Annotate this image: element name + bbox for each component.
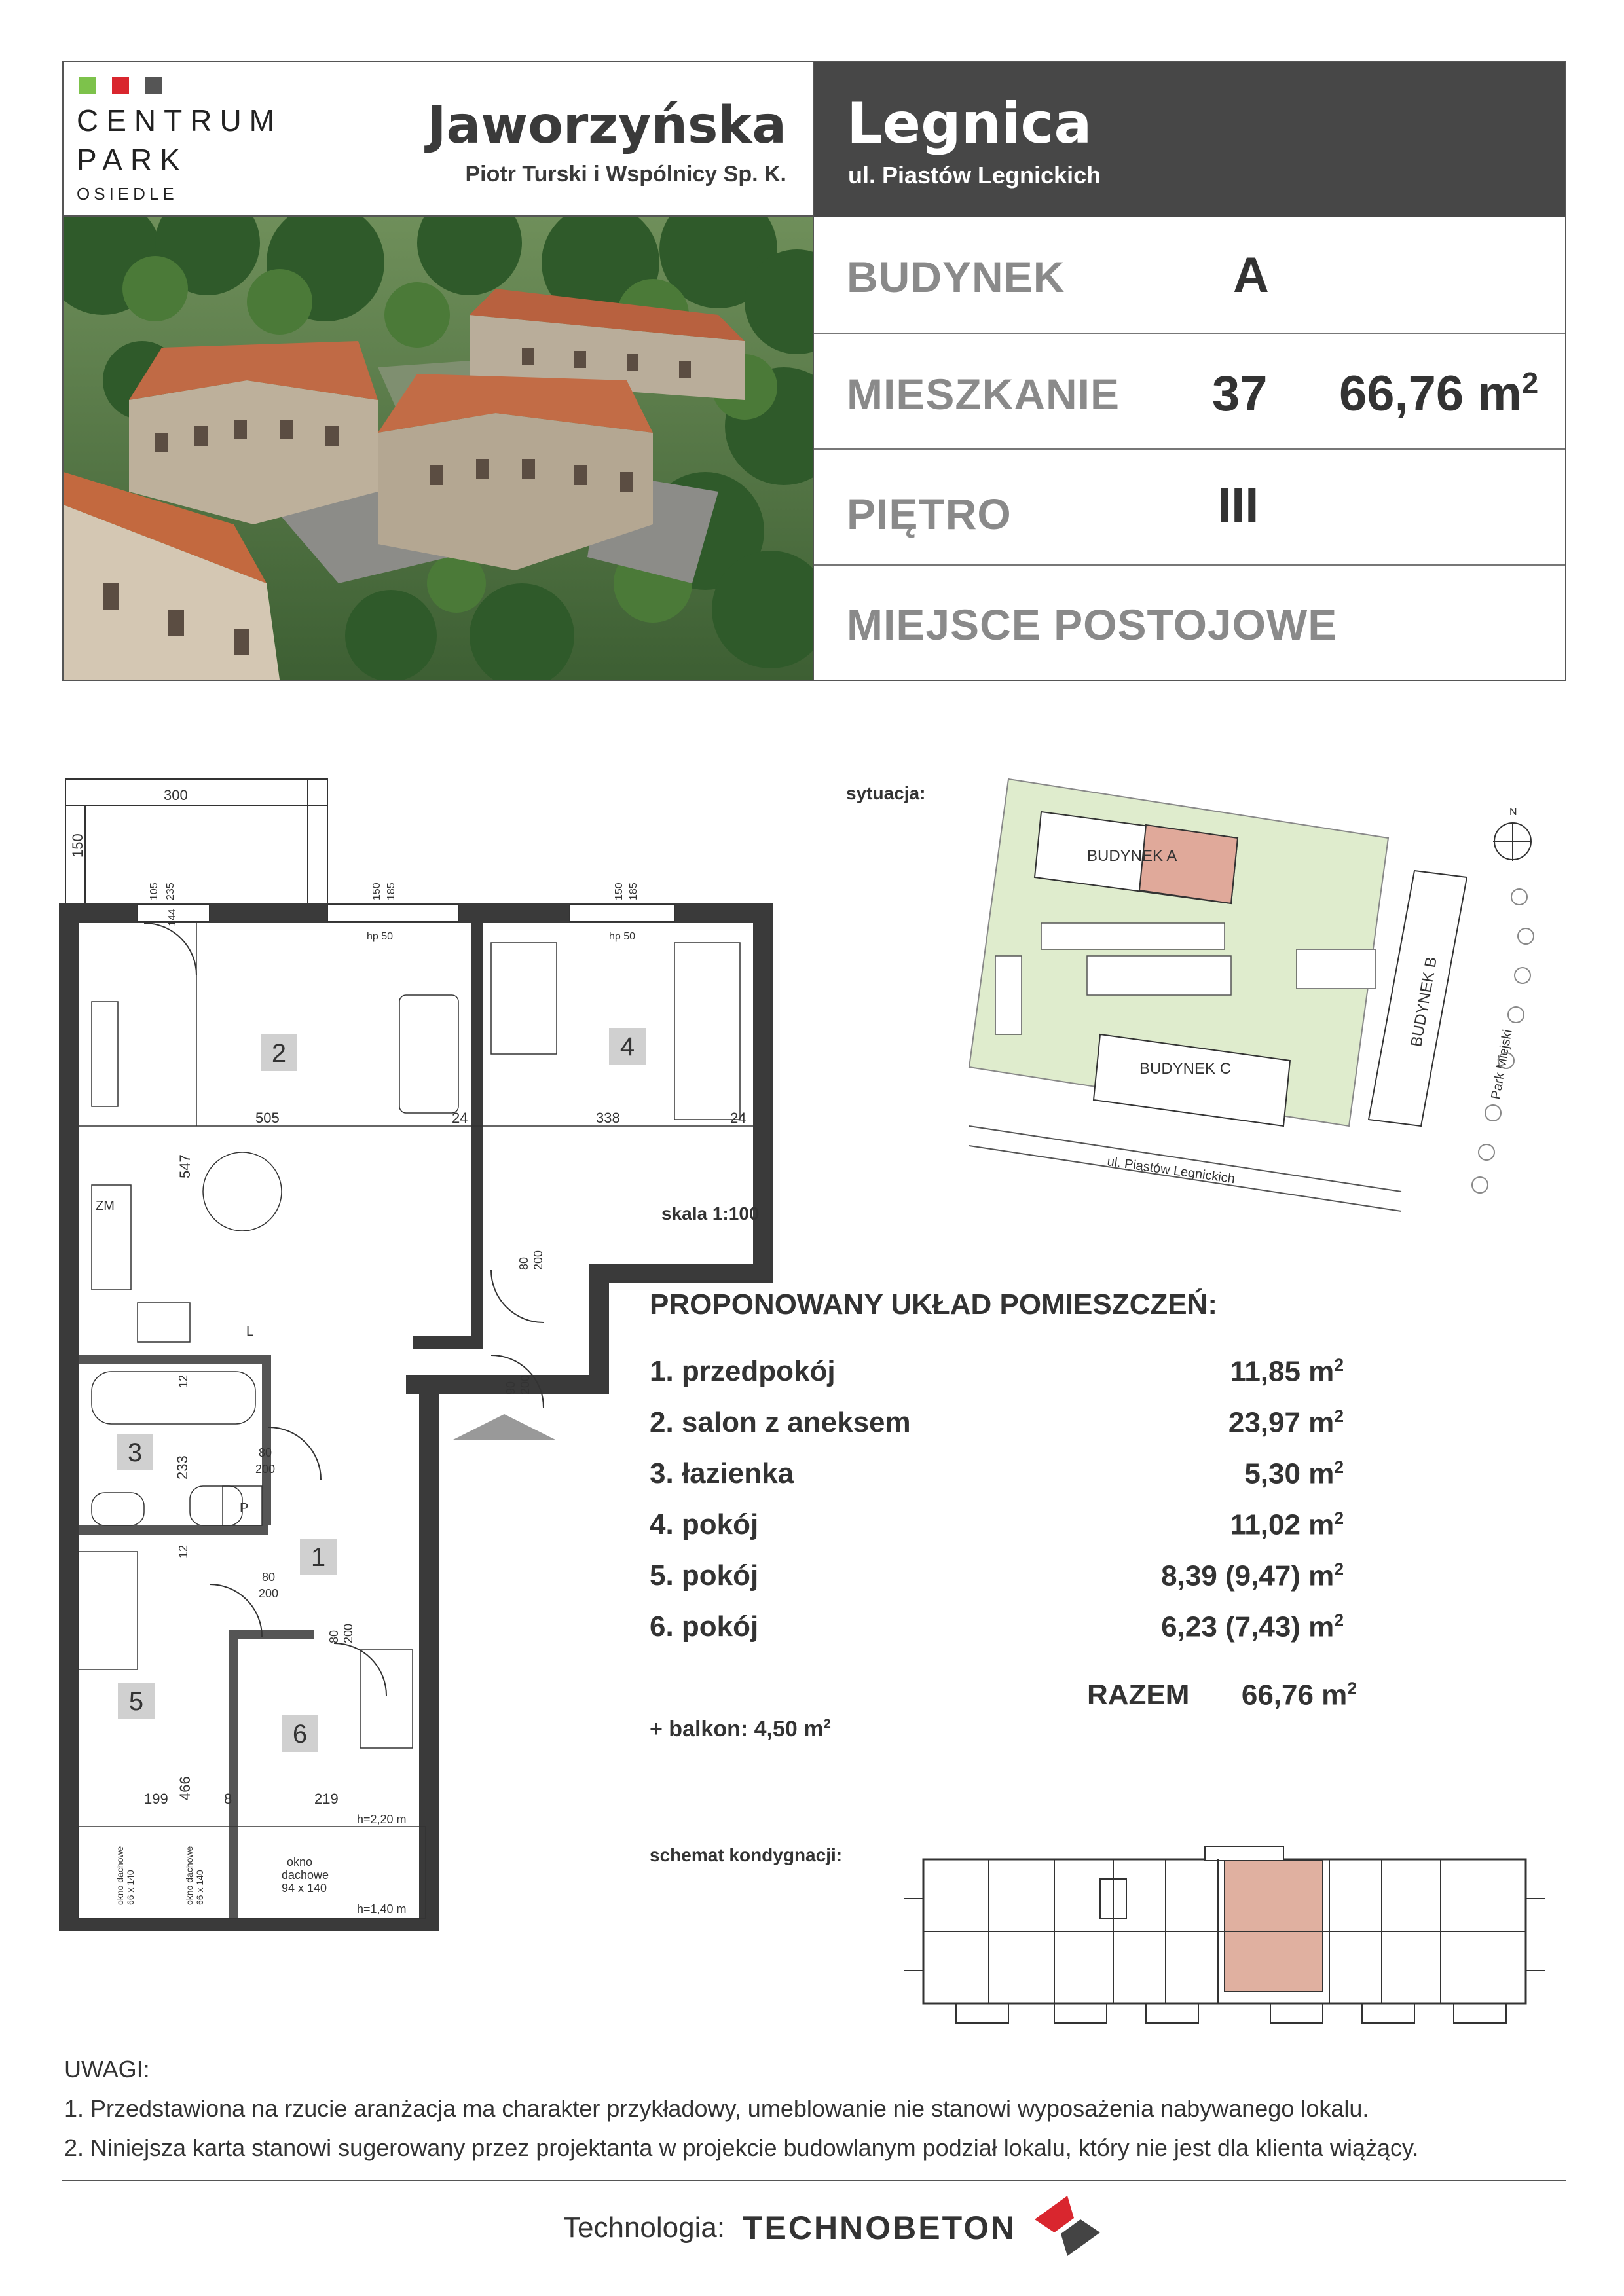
door-90: 90 <box>504 1381 517 1394</box>
room-2-area <box>1228 1406 1344 1440</box>
okno2-line2: 66 x 140 <box>194 1870 205 1905</box>
dim-219: 219 <box>314 1791 339 1807</box>
brand-dot-green <box>79 77 96 94</box>
dim-185-b: 185 <box>628 883 639 900</box>
room-4-area-value: 11,02 m <box>1230 1508 1335 1541</box>
room-5-area <box>1161 1559 1344 1593</box>
room-number-1: 1 <box>310 1543 326 1572</box>
budynek-value: A <box>1233 247 1269 303</box>
room-2-area-value: 23,97 m <box>1228 1406 1335 1439</box>
total-area-value: 66,76 m <box>1241 1679 1348 1711</box>
row-miejsce <box>814 564 1565 680</box>
tech-label: Technologia: <box>563 2212 726 2244</box>
mieszkanie-value: 37 <box>1212 366 1268 422</box>
room-number-6: 6 <box>292 1720 308 1749</box>
dim-24-b: 24 <box>730 1110 747 1126</box>
room-number-4: 4 <box>619 1032 635 1061</box>
label-zm: ZM <box>96 1199 115 1213</box>
site-plan <box>930 759 1545 1257</box>
room-1-name: 1. przedpokój <box>650 1355 836 1387</box>
door-80-b: 80 <box>262 1571 276 1584</box>
total-area <box>1242 1679 1357 1712</box>
dim-144: 144 <box>167 909 178 926</box>
scale-label: skala 1:100 <box>661 1203 760 1224</box>
room-3-name: 3. łazienka <box>650 1457 794 1489</box>
room-1-area-sup: 2 <box>1334 1355 1344 1375</box>
brand-dot-gray <box>145 77 162 94</box>
label-h140: h=1,40 m <box>357 1903 407 1916</box>
room-number-3: 3 <box>127 1438 143 1467</box>
footer-divider <box>62 2180 1566 2181</box>
site-label: sytuacja: <box>846 783 926 803</box>
area-value <box>1339 365 1538 422</box>
site-north: N <box>1509 807 1517 818</box>
total-area-sup: 2 <box>1347 1679 1357 1698</box>
door-200-d: 200 <box>519 1374 532 1394</box>
dim-338: 338 <box>596 1110 620 1126</box>
room-3-area-value: 5,30 m <box>1244 1457 1335 1490</box>
okno3-line3: 94 x 140 <box>282 1882 327 1895</box>
entrance-arrow-icon <box>452 1414 557 1440</box>
project-name: Jaworzyńska <box>427 96 786 155</box>
label-h220: h=2,20 m <box>357 1813 407 1826</box>
row-pietro <box>814 448 1565 564</box>
city-cell <box>814 62 1565 217</box>
balcony-outline <box>65 779 327 903</box>
budynek-label: BUDYNEK <box>847 253 1065 301</box>
dim-199: 199 <box>144 1791 168 1807</box>
dim-300: 300 <box>164 787 188 803</box>
room-number-2: 2 <box>271 1039 287 1068</box>
tech-name: TECHNOBETON <box>743 2210 1017 2246</box>
door-200-c: 200 <box>532 1250 545 1270</box>
site-park: Park Miejski <box>1488 1028 1515 1101</box>
notes-title: UWAGI: <box>64 2056 150 2083</box>
rooms-list <box>650 1355 1357 1643</box>
header-box <box>62 61 1566 681</box>
site-building-c: BUDYNEK C <box>1139 1060 1232 1078</box>
compass-icon <box>1493 822 1532 861</box>
site-building-b: BUDYNEK B <box>1407 955 1441 1049</box>
note-1: 1. Przedstawiona na rzucie aranżacja ma charakter przykładowy, umeblowanie nie stanowi wyposażenia nabywanego lokalu. <box>64 2095 1369 2122</box>
okno2-line1: okno dachowe <box>184 1846 194 1905</box>
door-80-a: 80 <box>259 1446 272 1459</box>
label-l: L <box>246 1324 254 1339</box>
okno3-line1: okno <box>287 1855 313 1868</box>
project-company: Piotr Turski i Wspólnicy Sp. K. <box>465 162 786 187</box>
schema-highlight <box>1225 1861 1323 1992</box>
floor-schema <box>904 1820 1545 2043</box>
brand-line2: PARK <box>77 143 188 177</box>
row-mieszkanie <box>814 333 1565 448</box>
street-name: ul. Piastów Legnickich <box>848 162 1101 189</box>
door-200-b: 200 <box>259 1587 279 1600</box>
brand-line3: OSIEDLE <box>77 184 178 204</box>
room-3-area <box>1244 1457 1344 1491</box>
note-2: 2. Niniejsza karta stanowi sugerowany przez projektanta w projekcie budowlanym podział lokalu, który nie jest dla klienta wiążący. <box>64 2134 1419 2161</box>
balcony-area-value: + balkon: 4,50 m <box>650 1717 824 1741</box>
dim-235: 235 <box>165 883 176 900</box>
door-200-e: 200 <box>342 1623 355 1643</box>
dim-105: 105 <box>149 883 160 900</box>
dim-547: 547 <box>177 1154 193 1178</box>
door-200-a: 200 <box>255 1463 276 1476</box>
room-5-name: 5. pokój <box>650 1559 759 1592</box>
city-name: Legnica <box>847 91 1092 156</box>
brand-line1: CENTRUM <box>77 103 282 137</box>
room-4-area <box>1230 1508 1344 1542</box>
brand-dot-red <box>112 77 129 94</box>
area-number: 66,76 m <box>1339 366 1522 422</box>
hp-left: hp 50 <box>367 931 394 942</box>
site-street: ul. Piastów Legnickich <box>1106 1154 1236 1187</box>
room-6-area <box>1161 1611 1344 1644</box>
okno1-line2: 66 x 140 <box>125 1870 136 1905</box>
row-budynek <box>814 217 1565 333</box>
room-1-area <box>1230 1355 1344 1389</box>
door-80-c: 80 <box>517 1256 530 1270</box>
pietro-value: III <box>1217 478 1259 534</box>
room-6-area-sup: 2 <box>1334 1611 1344 1630</box>
site-building-a: BUDYNEK A <box>1087 847 1177 865</box>
room-2-name: 2. salon z aneksem <box>650 1406 911 1438</box>
hp-right: hp 50 <box>609 931 636 942</box>
room-number-5: 5 <box>128 1687 144 1716</box>
total-label: RAZEM <box>1087 1679 1190 1711</box>
room-6-name: 6. pokój <box>650 1611 759 1643</box>
mieszkanie-label: MIESZKANIE <box>847 370 1120 418</box>
technobeton-logo-icon <box>1028 2193 1107 2259</box>
brand-cell <box>64 62 814 217</box>
aerial-render-image <box>64 217 813 680</box>
pietro-label: PIĘTRO <box>847 490 1012 538</box>
floor-plan <box>59 766 786 1938</box>
room-5-area-sup: 2 <box>1334 1559 1344 1579</box>
dim-466: 466 <box>177 1776 193 1800</box>
balcony-area-sup: 2 <box>823 1717 831 1732</box>
area-sup: 2 <box>1521 366 1539 400</box>
dim-150-b: 150 <box>614 883 625 900</box>
dim-8: 8 <box>224 1791 232 1807</box>
room-4-area-sup: 2 <box>1334 1508 1344 1528</box>
rooms-title: PROPONOWANY UKŁAD POMIESZCZEŃ: <box>650 1288 1218 1321</box>
miejsce-label: MIEJSCE POSTOJOWE <box>847 600 1338 649</box>
room-4-name: 4. pokój <box>650 1508 759 1540</box>
room-1-area-value: 11,85 m <box>1230 1355 1335 1388</box>
dim-150-balcony: 150 <box>69 833 86 858</box>
dim-185-a: 185 <box>386 883 397 900</box>
door-80-d: 80 <box>327 1630 341 1643</box>
dim-24-a: 24 <box>452 1110 468 1126</box>
balcony-area <box>650 1717 831 1742</box>
dim-150-a: 150 <box>371 883 382 900</box>
schema-label: schemat kondygnacji: <box>650 1845 843 1865</box>
dim-233: 233 <box>174 1455 191 1480</box>
dim-12-a: 12 <box>177 1374 190 1388</box>
render-photo <box>64 217 814 680</box>
okno1-line1: okno dachowe <box>115 1846 125 1905</box>
okno3-line2: dachowe <box>282 1868 329 1882</box>
label-p: P <box>240 1501 249 1516</box>
room-5-area-value: 8,39 (9,47) m <box>1161 1559 1335 1592</box>
room-2-area-sup: 2 <box>1334 1406 1344 1426</box>
room-3-area-sup: 2 <box>1334 1457 1344 1477</box>
room-6-area-value: 6,23 (7,43) m <box>1161 1611 1335 1643</box>
dim-12-b: 12 <box>177 1544 190 1558</box>
dim-505: 505 <box>255 1110 280 1126</box>
